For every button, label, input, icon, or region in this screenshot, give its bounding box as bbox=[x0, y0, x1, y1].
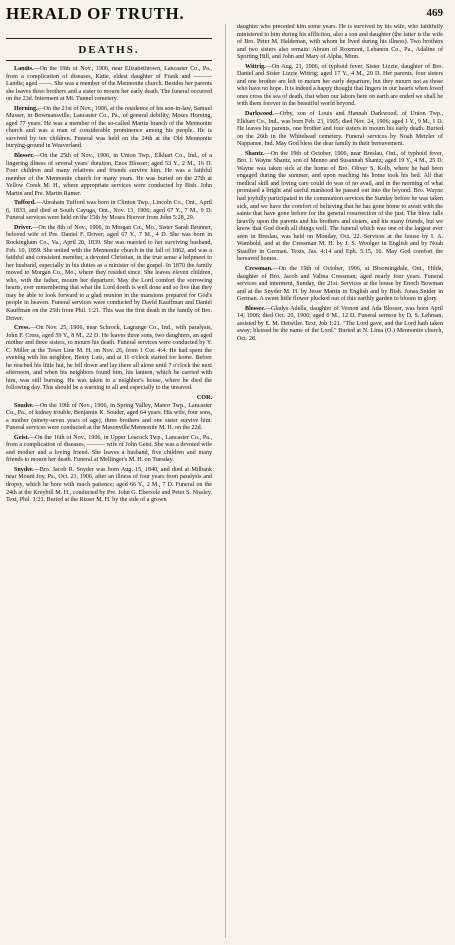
section-rule-bottom bbox=[6, 60, 212, 61]
obituary-entry bbox=[237, 266, 443, 304]
obituary-text: —On the 8th of Nov., 1906, in Morgan Co., Mo., Sister Sarah Brunner, beloved wife of Pre. Daniel F. Driver; aged 67 Y., 7 M., 4 D. She was born in Rockingham Co., Va., April 20, 1839. She was married to her surviving husband, Feb. 10, 1859. She united with the Mennonite church in the fall of 1862, and was a faithful and consistent member, a devoted Christian, in the true sense a helpmeet to her husband, especially in his duties as a minister of the gospel. In 1870 the family moved to Morgan Co., Mo., where they resided since. She leaves eleven children, who, with the father, mourn her departure. May the Lord comfort the sorrowing hearts, ever remembering that what the Lord doeth is well done and so live that they may be able to look forward to a glad reunion in the mansions prepared for God's people in heaven. Funeral services were conducted by David Kauffman and Daniel Kauffman on the 25th from Phil. 1:21. This was the first death in the family of Bro. Driver. bbox=[6, 224, 212, 322]
left-column bbox=[6, 66, 212, 940]
obituary-text: —Gladys Adella, daughter of Vernon and Ada Blosser, was born April 14, 1906; died Oct. 26, 1906; aged 6 M., 12 D. Funeral sermon by D. S. Lehman, assisted by E. M. Detwiler. Text, Job 1:21. "The Lord gave, and the Lord hath taken away; blessed be the name of the Lord." Buried at N. Lima (O.) Mennonite church, Oct. 28. bbox=[237, 305, 443, 342]
obituary-name: Wittrig. bbox=[245, 63, 266, 70]
obituary-name: Snyder. bbox=[14, 466, 34, 473]
obituary-entry bbox=[6, 225, 212, 323]
obituary-name: Blosser. bbox=[14, 153, 34, 160]
obituary-entry bbox=[237, 64, 443, 109]
obituary-text: —Bro. Jacob R. Snyder was born Aug. 15, 1840, and died at Milbank near Mount Joy, Pa., Oct. 23, 1906, after an illness of four years from paralysis and dropsy, which he bore with much patience; aged 66 Y., 2 M., 7 D. Funeral on the 24th at the Kreybill M. H., conducted by Pre. John G. Ebersole and Peter S. Nissley. Text, Phil. 1:21. Buried at the Risser M. H. by the side of a grown bbox=[6, 466, 212, 504]
obituary-name: Darkwood. bbox=[245, 111, 274, 118]
journal-title: HERALD OF TRUTH. bbox=[6, 4, 185, 23]
obituary-text: —On the 16th of Nov., 1906, in Upper Leacock Twp., Lancaster Co., Pa., from a complication of diseases, ——— wife of John Geist. She was a devoted wife and mother and a loving friend. She leaves a husband, five children and many friends to mourn her death. Funeral at Mellinger's M. H. on Tuesday. bbox=[6, 434, 212, 464]
obituary-name: Horning. bbox=[14, 105, 38, 112]
obituary-text: —On the 25th of Nov., 1906, in Union Twp., Elkhart Co., Ind., of a lingering illness of several years' duration, Enos Blosser; aged 53 Y., 2 M., 16 D. Four children and many relatives and friends survive him. He was a faithful member of the Mennonite church for many years. He was buried on the 27th at Yellow Creek M. H., where appropriate services were conducted by Bish. John Martin and Pre. Martin Ramer. bbox=[6, 153, 212, 197]
obituary-entry bbox=[6, 325, 212, 393]
section-title: DEATHS. bbox=[78, 44, 140, 56]
obituary-entry bbox=[237, 151, 443, 264]
section-rule-top bbox=[6, 38, 212, 39]
obituary-name: Cressman. bbox=[245, 265, 273, 272]
obituary-text: —Abraham Tufford was born in Clinton Twp., Lincoln Co., Ont., April 6, 1833, and died at South Cayuga, Ont., Nov. 13, 1906; aged 67 Y., 7 M., 9 D. Funeral services were held on the 15th by Moses Hoover from John 5:28, 29. bbox=[6, 200, 212, 222]
obituary-entry bbox=[6, 106, 212, 151]
obituary-name: Shantz. bbox=[245, 150, 265, 157]
obituary-text: —On the 19th of October, 1906, at Bloomingdale, Ont., Hilda, daughter of Bro. Jacob and Valina Cressman; aged nearly four years. Funeral services and interment, Sunday, the 21st. Services at the house by Enoch Bowman and at the Snyder M. H. by Jesse Martin in English and by Bish. Jonas Snider in German. A sweet little flower plucked out of this earthly garden to bloom in glory. bbox=[237, 265, 443, 303]
obituary-text: —On Nov. 25, 1906, near Schrock, Lagrange Co., Ind., with paralysis, John F. Cress, aged 59 Y., 8 M., 22 D. He leaves three sons, two daughters, an aged mother and three sisters, to mourn his death. Funeral services were conducted by Y. C. Miller at the Town Line M. H. on Nov. 26, from 1 Cor. 4:4. He had spent the evening with his neighbor, Henry Lutz, and at 11 o'clock started for home. Before he reached his little hut, he fell down and lay there all alone until 7 o'clock the next afternoon, and when his neighbors found him, his lantern, which he carried with him, was still burning. He was taken to a neighbor's house, where he died the following day. This should be a warning to all and especially to the unsaved. bbox=[6, 325, 212, 392]
obituary-text: —On the 19th of October, 1906, near Breslau, Ont., of typhoid fever, Bro. J. Wayne Shantz, son of Menno and Susannah Shantz; aged 19 Y., 4 M., 25 D. Wayne was taken sick at the home of Bro. Oliver S. Kolb, where he had been engaged during the summer, and upon reaching his home took his bed. All that medical skill and loving care could do was of no avail, and in the morning of what promised a bright and useful manhood he passed out into the beyond. Bro. Wayne had joyfully participated in the communion services the Sunday before he was taken sick, and we have the comfort of believing that he has gone home to await with the saints that have gone before for the general resurrection of the just. The blow falls heavily upon the parents and his brothers and sisters, and his many friends, but we know that God doeth all things well. The funeral which was one of the largest ever seen in Breslau, was held on Monday, Oct. 22. Services at the house by I. A. Wambold, and at the Cressman M. H. by J. S. Woolger in English and by Noah Stauffer in German. Texts, Jas. 4:14 and Eph. 5:15, 16. May God comfort the bereaved homes. bbox=[237, 150, 443, 263]
obituary-name: Cress. bbox=[14, 325, 30, 332]
page-header bbox=[6, 4, 451, 26]
obituary-entry bbox=[6, 403, 212, 433]
obituary-name: Blosser. bbox=[245, 305, 265, 312]
obituary-text: —On Aug. 21, 1906, of typhoid fever, Sister Lizzie, daughter of Bro. Daniel and Sister Lizzie Wittrig; aged 17 Y., 4 M., 20 D. Her parents, four sisters and one brother are left to mourn her early departure, but they mourn not as those who have no hope. It is indeed a happy thought that lingers in our hearts when loved ones cross the sea of death, that when our labors here on earth are ended we shall be with them forever in the beautiful world beyond. bbox=[237, 63, 443, 108]
obituary-text: —On the 21st of Nov., 1906, at the residence of his son-in-law, Samuel Musser, in Bowmansville, Lancaster Co., Pa., of general debility, Moses Horning, aged 77 years. He was a member of the so-called Martin branch of the Mennonite church and was a man of considerable prominence among his people. He is survived by ten children. Funeral was held on the 24th at the Old Mennonite burying-ground in Weaverland. bbox=[6, 105, 212, 150]
obituary-entry bbox=[237, 306, 443, 344]
obituary-text: —On the 19th of Nov., 1906, near Elizabethtown, Lancaster Co., Pa., from a complication of diseases, Katie, eldest daughter of Frank and ——— Landis; aged ——. She was a member of the Mennonite church. Besides her parents she leaves three brothers and a sister to mourn her early death. The funeral occurred on the 23d. Interment at Mt. Tunnel cemetery. bbox=[6, 66, 212, 103]
obituary-name: Driver. bbox=[14, 224, 33, 231]
obituary-text: —On the 19th of Nov., 1906, in Spring Valley, Manor Twp., Lancaster Co., Pa., of kidney trouble, Benjamin K. Souder, aged 64 years. His wife, four sons, a mother (ninety-seven years of age), three brothers and one sister survive him. Funeral services were conducted at the Masonville Mennonite M. H. on the 22d. bbox=[6, 402, 212, 432]
obituary-text: daughter who preceded him some years. He is survived by his wife, who faithfully ministered to him during his affliction, also a son and daughter (the latter is the wife of Bro. Peter M. Haldeman, with whom he lived during his illness). Two brothers and two sisters also remain: Abram of Roxmont, Lebanon Co., Pa., Adaline of Sporting Hill, and John and Mary of Alpha, Minn. bbox=[237, 24, 443, 61]
column-divider bbox=[225, 24, 226, 938]
obituary-entry bbox=[237, 111, 443, 149]
obituary-entry bbox=[6, 435, 212, 465]
right-column bbox=[237, 24, 443, 938]
obituary-entry bbox=[6, 200, 212, 223]
obituary-signature: COR. bbox=[196, 394, 212, 401]
obituary-name: Geist. bbox=[14, 434, 30, 441]
obituary-name: Souder. bbox=[14, 402, 34, 409]
obituary-entry bbox=[6, 66, 212, 104]
obituary-entry bbox=[6, 467, 212, 505]
obituary-name: Tufford. bbox=[14, 200, 36, 207]
page-number: 469 bbox=[426, 7, 443, 19]
obituary-text: —Orby, son of Louis and Hannah Darkwood, of Union Twp., Elkhart Co., Ind., was born Feb. 23, 1905; died Nov. 24, 1906; aged 1 Y., 9 M., 1 D. He leaves his parents, one brother and four sisters to mourn his early death. Buried on the 26th in the Whitehead cemetery. Funeral services by Noah Metzler of Nappanee, Ind. May God bless the dear family in their bereavement. bbox=[237, 111, 443, 148]
obituary-name: Landis. bbox=[14, 66, 34, 72]
obituary-entry bbox=[6, 153, 212, 198]
obituary-entry bbox=[237, 24, 443, 62]
